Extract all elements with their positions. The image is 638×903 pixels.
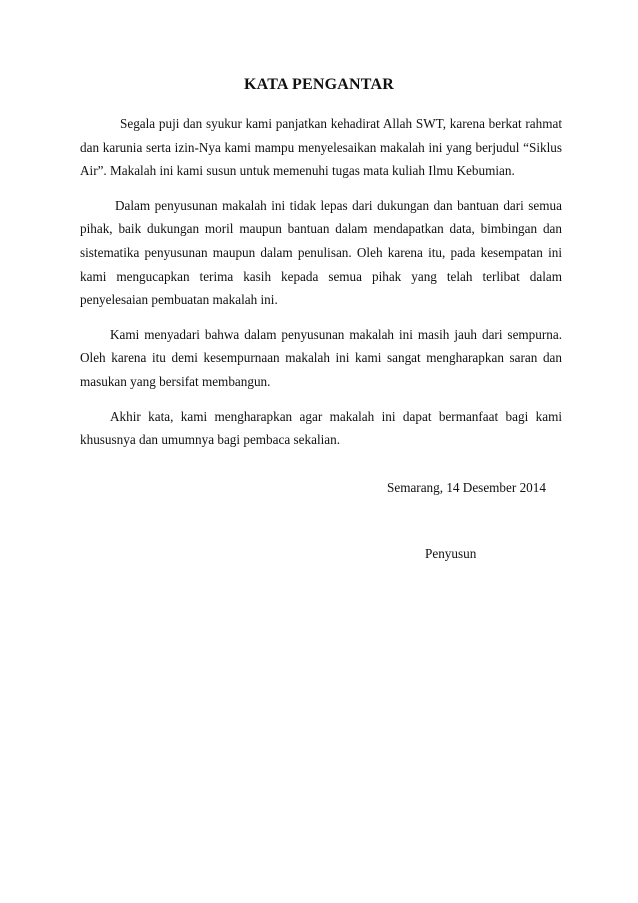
- paragraph-closing: Akhir kata, kami mengharapkan agar makalah ini dapat bermanfaat bagi kami khususnya dan umumnya bagi pembaca sekalian.: [80, 408, 562, 448]
- page-title: KATA PENGANTAR: [244, 76, 394, 93]
- author-signature: Penyusun: [425, 546, 477, 561]
- place-and-date: Semarang, 14 Desember 2014: [387, 480, 546, 495]
- paragraph-imperfection: Kami menyadari bahwa dalam penyusunan makalah ini masih jauh dari sempurna. Oleh karena itu demi kesempurnaan makalah ini kami sangat mengharapkan saran dan masukan yang bersifat membangun.: [80, 326, 562, 389]
- paragraph-acknowledgement: Dalam penyusunan makalah ini tidak lepas dari dukungan dan bantuan dari semua pihak, baik dukungan moril maupun bantuan dalam mendapatkan data, bimbingan dan sistematika penyusunan maupun dalam penulisan. Oleh karena itu, pada kesempatan ini kami mengucapkan terima kasih kepada semua pihak yang telah terlibat dalam penyelesaian pembuatan makalah ini.: [80, 197, 562, 308]
- document-body: [80, 112, 562, 452]
- paragraph-opening: Segala puji dan syukur kami panjatkan kehadirat Allah SWT, karena berkat rahmat dan karunia serta izin-Nya kami mampu menyelesaikan makalah ini yang berjudul “Siklus Air”. Makalah ini kami susun untuk memenuhi tugas mata kuliah Ilmu Kebumian.: [80, 116, 562, 179]
